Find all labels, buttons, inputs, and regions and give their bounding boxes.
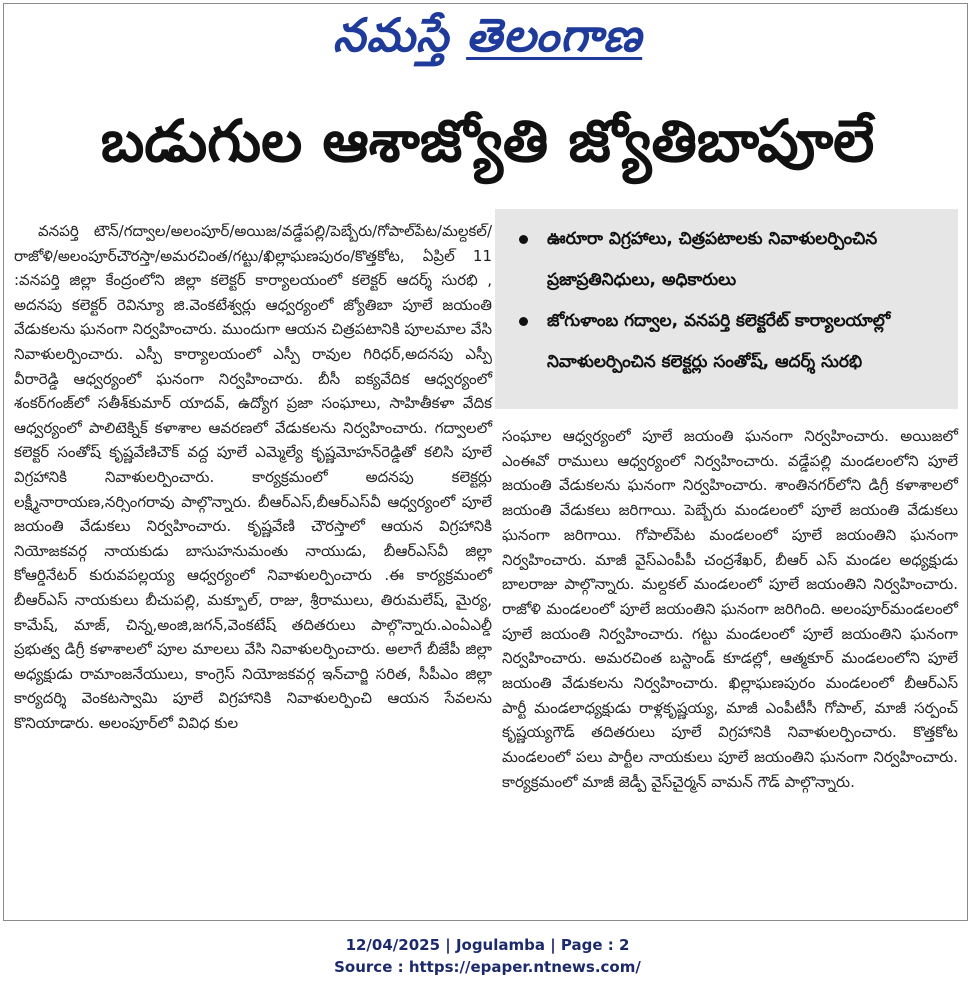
masthead-part-1: నమస్తే <box>332 8 450 62</box>
left-column-text: వనపర్తి టౌన్/గద్వాల/అలంపూర్/అయిజ/వడ్డేపల్లి/పెబ్బేరు/గోపాల్‌పేట/మల్దకల్/రాజోళి/అలంపూర్‌చౌరస్తా/అమరచింత/గట్టు/ఖిల్లాఘణపురం/కొత్తకోట, ఏప్రిల్ 11 :వనపర్తి జిల్లా కేంద్రంలోని జిల్లా కలెక్టర్ కార్యాలయంలో కలెక్టర్ ఆదర్శ్ సురభి , అదనపు కలెక్టర్ రెవిన్యూ జి.వెంకటేశ్వర్లు ఆధ్వర్యంలో జ్యోతిబా పూలే జయంతి వేడుకలను ఘనంగా నిర్వహించారు. ముందుగా ఆయన చిత్రపటానికి పూలమాల వేసి నివాళులర్పించారు. ఎస్పీ కార్యాలయంలో ఎస్పీ రావుల గిరిధర్,అదనపు ఎస్పీ వీరారెడ్డి ఆధ్వర్యంలో ఘనంగా నిర్వహించారు. బీసీ ఐక్యవేదిక ఆధ్వర్యంలో శంకర్‌గంజ్‌లో సతీశ్‌కుమార్ యాదవ్, ఉద్యోగ ప్రజా సంఘాలు, సాహితీకళా వేదిక ఆధ్వర్యంలో పాలిటెక్నిక్ కళాశాల ఆవరణలో వేడుకలను నిర్వహించారు. గద్వాలలో కలెక్టర్ సంతోష్ కృష్ణవేణిచౌక్ వద్ద పూలే ఎమ్మెల్యే కృష్ణమోహన్‌రెడ్డితో కలిసి పూలే విగ్రహానికి నివాళులర్పించారు. కార్యక్రమంలో అదనపు కలెక్టర్లు లక్ష్మీనారాయణ,నర్సింగరావు పాల్గొన్నారు. బీఆర్‌ఎస్,బీఆర్‌ఎస్‌వీ ఆధ్వర్యంలో పూలే జయంతి వేడుకలు నిర్వహించారు. కృష్ణవేణి చౌరస్తాలో ఆయన విగ్రహానికి నియోజకవర్గ నాయకుడు బాసుహనుమంతు నాయుడు, బీఆర్‌ఎస్‌వీ జిల్లా కోఆర్డినేటర్ కురువపల్లయ్య ఆధ్వర్యంలో నివాళులర్పించారు .ఈ కార్యక్రమంలో బీఆర్‌ఎస్ నాయకులు బీచుపల్లి, మక్బూల్, రాజు, శ్రీరాములు, తిరుమలేష్, మైర్య, కామేష్, మాజ్, చిన్న,అంజి,జగన్,వెంకటేష్ తదితరులు పాల్గొన్నారు.ఎంఏఎల్డీ ప్రభుత్వ డిగ్రీ కళాశాలలో పూల మాలలు వేసి నివాళులర్పించారు. అలాగే బీజేపీ జిల్లా అధ్యక్షుడు రామాంజనేయులు, కాంగ్రెస్ నియోజకవర్గ ఇన్‌చార్జి సరిత, సీపీఎం జిల్లా కార్యదర్శి వెంకటస్వామి పూలే విగ్రహానికి నివాళులర్పించి ఆయన సేవలను కొనియాడారు. అలంపూర్‌లో వివిధ కుల <box>14 222 492 732</box>
clipping-footer <box>0 934 975 978</box>
article-left-column <box>14 219 492 735</box>
source-link[interactable]: Source : https://epaper.ntnews.com/ <box>334 958 641 976</box>
highlights-list <box>511 219 948 383</box>
newspaper-masthead <box>0 8 975 74</box>
highlight-item <box>511 301 948 383</box>
bullet-icon <box>519 317 528 326</box>
edition-info: 12/04/2025 | Jogulamba | Page : 2 <box>345 936 630 954</box>
highlight-text: ఊరూరా విగ్రహాలు, చిత్రపటాలకు నివాళులర్పించిన ప్రజాప్రతినిధులు, అధికారులు <box>547 229 878 290</box>
article-headline: బడుగుల ఆశాజ్యోతి జ్యోతిబాపూలే <box>100 107 875 175</box>
bullet-icon <box>519 235 528 244</box>
highlight-text: జోగుళాంబ గద్వాల, వనపర్తి కలెక్టరేట్ కార్యాలయాల్లో నివాళులర్పించిన కలెక్టర్లు సంతోష్, ఆదర్శ్ సురభి <box>547 311 891 372</box>
highlight-item <box>511 219 948 301</box>
right-column-text: సంఘాల ఆధ్వర్యంలో పూలే జయంతి ఘనంగా నిర్వహించారు. అయిజలో ఎంఈవో రాములు ఆధ్వర్యంలో నిర్వహించారు. వడ్డేపల్లి మండలంలోని పూలే జయంతి వేడుకలను ఘనంగా నిర్వహించారు. శాంతినగర్‌లోని డిగ్రీ కళాశాలలో జయంతి వేడుకలు జరిగాయి. పెబ్బేరు మండలంలో పూలే జయంతి వేడుకలు ఘనంగా జరిగాయి. గోపాల్‌పేట మండలంలో పూలే జయంతిని ఘనంగా నిర్వహించారు. మాజీ వైస్‌ఎంపీపీ చంద్రశేఖర్, బీఆర్ ఎస్ మండల అధ్యక్షుడు బాలరాజు పాల్గొన్నారు. మల్దకల్ మండలంలో పూలే జయంతిని నిర్వహించారు. రాజోళి మండలంలో పూలే జయంతిని ఘనంగా జరిగింది. అలంపూర్‌మండలంలో పూలే జయంతి నిర్వహించారు. గట్టు మండలంలో పూలే జయంతిని ఘనంగా నిర్వహించారు. అమరచింత బస్టాండ్ కూడల్లో, ఆత్మకూర్ మండలంలోని పూలే జయంతి వేడుకలను నిర్వహించారు. ఖిల్లాఘణపురం మండలంలో బీఆర్‌ఎస్ పార్టీ మండలాధ్యక్షుడు రాళ్లకృష్ణయ్య, మాజీ ఎంపీటీసీ గోపాల్, మాజీ సర్పంచ్ కృష్ణయ్యగౌడ్ తదితరులు పూలే విగ్రహానికి నివాళులర్పించారు. కొత్తకోట మండలంలో పలు పార్టీల నాయకులు పూలే జయంతిని ఘనంగా నిర్వహించారు. కార్యక్రమంలో మాజీ జెడ్పీ వైస్‌చైర్మన్ వామన్ గౌడ్ పాల్గొన్నారు. <box>502 427 958 791</box>
masthead-part-2: తెలంగాణ <box>466 8 643 62</box>
highlights-box <box>495 209 958 409</box>
article-right-column <box>502 424 958 795</box>
